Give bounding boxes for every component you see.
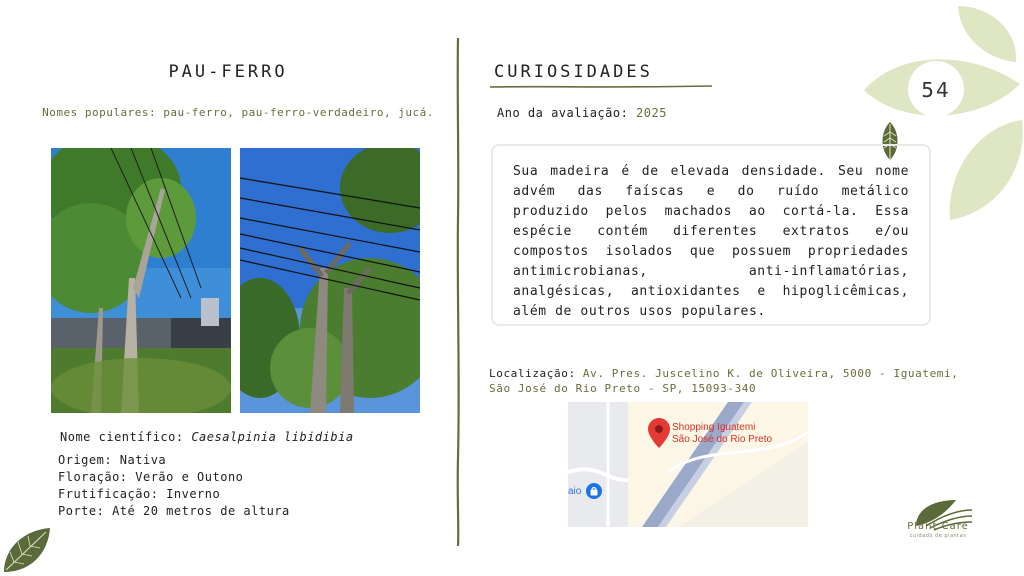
- curiosities-text: Sua madeira é de elevada densidade. Seu nome advém das faíscas e do ruído metálico produzido pelos machados ao cortá-la. Essa espécie contém diferentes extratos e/ou compostos isolados que possuem propriedades antimicrobianas, anti-inflamatórias, analgésicas, antioxidantes e hipoglicêmicas, além de outros usos populares.: [513, 164, 909, 319]
- origin-fact: Origem: Nativa: [58, 453, 167, 467]
- location: [489, 366, 979, 396]
- location-map[interactable]: [568, 402, 808, 527]
- popular-names: Nomes populares: pau-ferro, pau-ferro-verdadeiro, jucá.: [42, 106, 434, 119]
- shopping-bag-icon[interactable]: [586, 483, 602, 499]
- scientific-name-line: [60, 430, 354, 444]
- species-facts: [58, 452, 290, 520]
- corner-leaf-icon: [0, 524, 52, 574]
- fruiting-fact: Frutificação: Inverno: [58, 487, 221, 501]
- page-number: 54: [921, 78, 951, 102]
- map-place-line1: Shopping Iguatemi: [672, 422, 756, 433]
- logo-name: Plant Care: [907, 521, 969, 532]
- curiosities-title: CURIOSIDADES: [494, 62, 653, 82]
- scientific-name: Caesalpinia libidibia: [191, 430, 354, 444]
- evaluation-year: [497, 106, 667, 120]
- tree-photo-2: [240, 148, 420, 413]
- tree-photo-1: [51, 148, 231, 413]
- size-fact: Porte: Até 20 metros de altura: [58, 504, 290, 518]
- map-place-line2: São José do Rio Preto: [672, 434, 773, 445]
- title-underline: [490, 84, 712, 90]
- location-address: Av. Pres. Juscelino K. de Oliveira, 5000 - Iguatemi, São José do Rio Preto - SP, 15093-340: [489, 367, 959, 395]
- species-title: PAU-FERRO: [168, 62, 288, 82]
- map-place-label[interactable]: [672, 422, 772, 446]
- map-edge-label: aio: [568, 486, 582, 497]
- year-value: 2025: [636, 106, 667, 120]
- location-label: Localização:: [489, 367, 583, 380]
- year-label: Ano da avaliação:: [497, 106, 637, 120]
- map-pin-icon[interactable]: [648, 418, 670, 448]
- curiosities-box: [491, 144, 931, 326]
- column-divider: [454, 38, 462, 546]
- scientific-name-label: Nome científico:: [60, 430, 192, 444]
- flowering-fact: Floração: Verão e Outono: [58, 470, 244, 484]
- logo-tagline: cuidado de plantas: [909, 533, 967, 539]
